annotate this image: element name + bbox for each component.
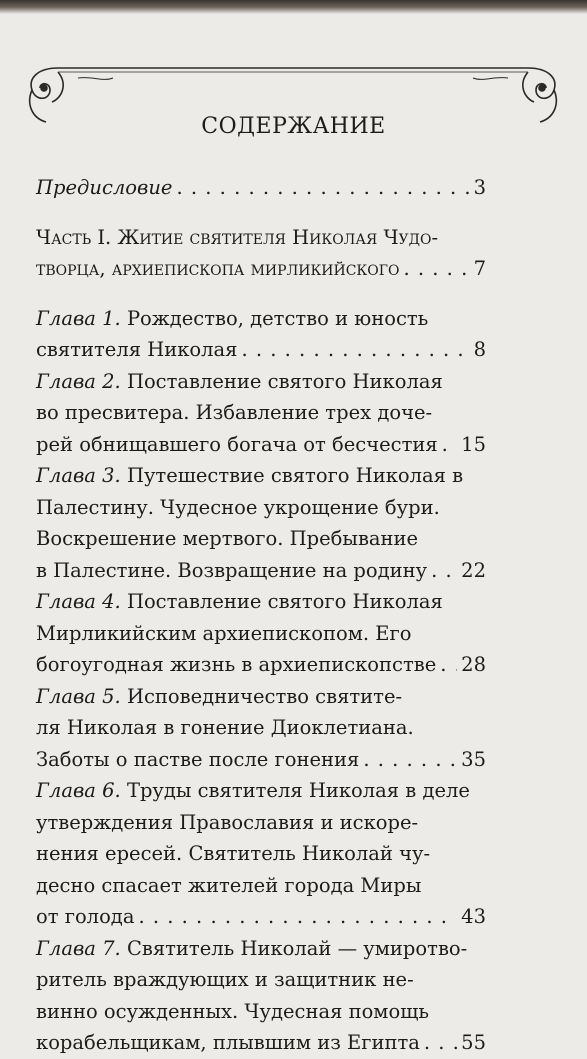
toc-line	[36, 838, 486, 870]
toc-line	[36, 334, 486, 366]
toc-line	[36, 744, 486, 776]
page-number: 15	[461, 432, 486, 456]
toc-text: корабельщикам, плывшим из Египта	[36, 1031, 420, 1054]
chapter-label: Предисловие	[36, 176, 173, 199]
toc-line	[36, 1027, 486, 1059]
chapter-label: Глава 4.	[36, 590, 121, 613]
toc-text: Поставление святого Николая	[126, 590, 443, 613]
leader-dots	[424, 1027, 457, 1059]
page-number: 35	[461, 747, 486, 771]
chapter-label: Глава 3.	[36, 464, 121, 487]
chapter-label: Глава 2.	[36, 369, 121, 393]
toc-line	[36, 397, 486, 429]
toc-line	[36, 366, 486, 398]
page-number: 28	[461, 653, 486, 676]
toc-text: Мирликийским архиепископом. Его	[36, 621, 412, 645]
toc-line	[36, 996, 486, 1028]
chapter-label: Глава 6.	[36, 779, 121, 802]
toc-line	[36, 172, 486, 204]
toc-text: творца, архиепископа мирликийского	[36, 257, 400, 280]
toc-line	[36, 523, 486, 555]
toc-text: Палестину. Чудесное укрощение бури.	[36, 495, 440, 519]
toc-entry[interactable]	[36, 775, 486, 933]
toc-text: Заботы о пастве после гонения	[36, 747, 360, 771]
toc-text: утверждения Православия и искоре-	[36, 810, 419, 834]
toc-text: Воскрешение мертвого. Пребывание	[36, 527, 419, 550]
leader-dots	[403, 253, 469, 285]
toc-line	[36, 618, 486, 650]
toc-line	[36, 681, 486, 713]
leader-dots	[241, 334, 469, 366]
toc-line	[36, 775, 486, 807]
toc-text: во пресвитера. Избавление трех доче-	[36, 401, 433, 424]
toc-text: Святитель Николай — умиротво-	[126, 936, 468, 960]
chapter-label: Глава 7.	[36, 936, 121, 960]
page-number: 7	[473, 257, 486, 280]
toc-line	[36, 303, 486, 335]
toc-line	[36, 712, 486, 744]
leader-dots	[442, 429, 458, 461]
toc-line	[36, 222, 486, 254]
page-number: 3	[473, 176, 486, 199]
toc-entry[interactable]	[36, 460, 486, 586]
toc-text: Рождество, детство и юность	[126, 306, 429, 330]
toc-line	[36, 933, 486, 965]
chapter-label: Глава 1.	[36, 306, 121, 330]
toc-entry[interactable]	[36, 366, 486, 461]
toc-text: Исповедничество святите-	[126, 684, 403, 708]
toc-line	[36, 964, 486, 996]
page-number: 8	[473, 338, 486, 361]
toc-text: богоугодная жизнь в архиепископстве	[36, 653, 437, 676]
toc-text: нения ересей. Святитель Николай чу-	[36, 842, 431, 865]
leader-dots	[363, 744, 457, 776]
toc-line	[36, 429, 486, 461]
toc-text: Труды святителя Николая в деле	[126, 779, 470, 802]
toc-entry[interactable]	[36, 933, 486, 1059]
toc-line	[36, 253, 486, 285]
toc-line	[36, 807, 486, 839]
page-top-shadow	[0, 0, 587, 14]
toc-line	[36, 586, 486, 618]
page-number: 55	[461, 1031, 486, 1054]
toc-line	[36, 870, 486, 902]
toc-line	[36, 555, 486, 587]
page-number: 43	[461, 905, 486, 928]
toc-entry[interactable]	[36, 303, 486, 366]
toc-text: Поставление святого Николая	[126, 369, 443, 393]
chapter-label: Глава 5.	[36, 684, 121, 708]
toc-text: рей обнищавшего богача от бесчестия	[36, 432, 438, 456]
toc-line	[36, 492, 486, 524]
toc-entry[interactable]	[36, 222, 486, 285]
toc-entry[interactable]	[36, 172, 486, 204]
table-of-contents	[36, 172, 486, 1059]
leader-dots	[440, 649, 457, 681]
toc-text: в Палестине. Возвращение на родину	[36, 558, 428, 582]
toc-text: Часть I. Житие святителя Николая Чудо-	[36, 225, 439, 249]
leader-dots	[138, 901, 457, 933]
page-title: СОДЕРЖАНИЕ	[201, 114, 386, 139]
page-number: 22	[461, 558, 486, 582]
leader-dots	[431, 555, 457, 587]
toc-text: ля Николая в гонение Диоклетиана.	[36, 716, 414, 739]
toc-text: от голода	[36, 905, 135, 928]
toc-text: ритель враждующих и защитник не-	[36, 968, 414, 991]
toc-line	[36, 901, 486, 933]
toc-text: десно спасает жителей города Миры	[36, 873, 422, 897]
toc-entry[interactable]	[36, 681, 486, 776]
toc-text: винно осужденных. Чудесная помощь	[36, 999, 429, 1023]
toc-text: Путешествие святого Николая в	[126, 464, 464, 487]
toc-entry[interactable]	[36, 586, 486, 681]
leader-dots	[176, 172, 469, 204]
toc-line	[36, 460, 486, 492]
toc-text: святителя Николая	[36, 338, 238, 361]
toc-line	[36, 649, 486, 681]
